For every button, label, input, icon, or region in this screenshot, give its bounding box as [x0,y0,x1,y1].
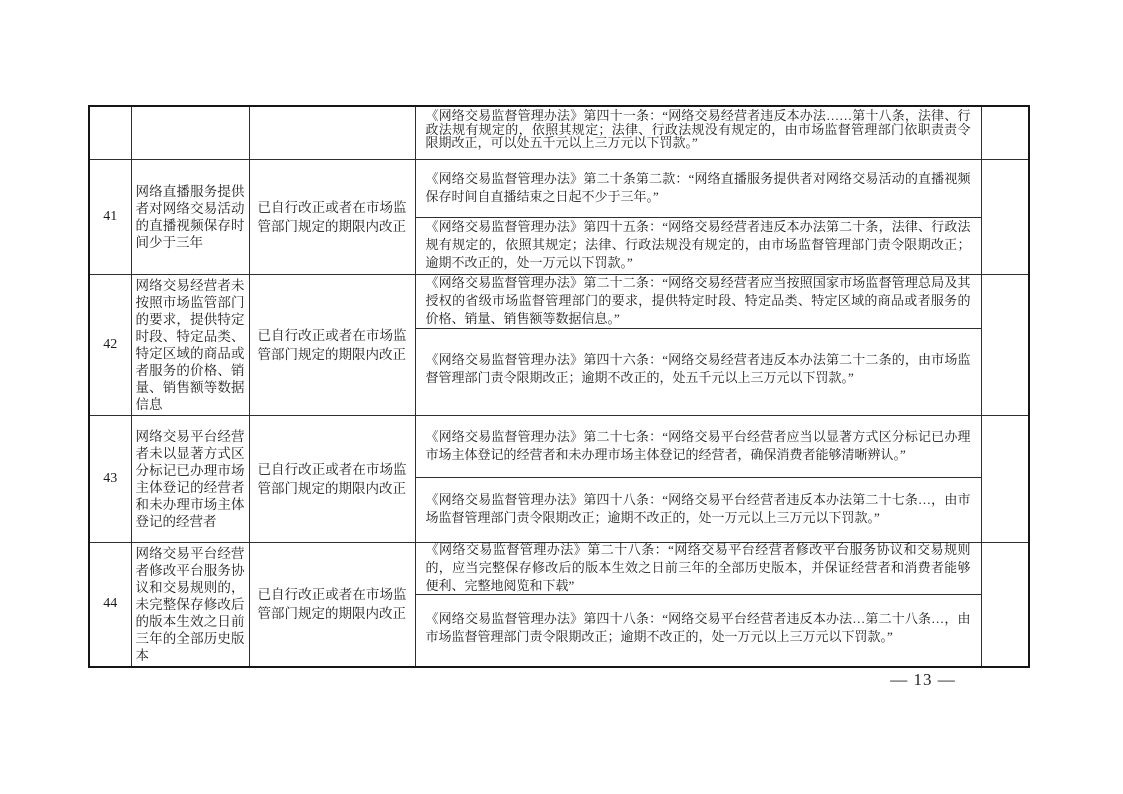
table-row-43 [89,415,1029,542]
table-row-continuation [89,106,1029,159]
legal-basis-cell [415,415,981,542]
legal-citation: 《网络交易监督管理办法》第二十八条：“网络交易平台经营者修改平台服务协议和交易规则的，应当完整保存修改后的版本生效之日前三年的全部历史版本，并保证经营者和消费者能够便利、完整地阅览和下载” [425,542,971,593]
row-number-cell: 42 [89,274,131,415]
condition-cell [249,106,415,159]
remark-cell [981,415,1029,542]
table-row-44 [89,542,1029,667]
violation-cell: 网络交易平台经营者修改平台服务协议和交易规则的，未完整保存修改后的版本生效之日前三年的全部历史版本 [131,542,249,667]
remark-cell [981,274,1029,415]
violation-table [88,105,1030,668]
remark-cell [981,106,1029,159]
violation-cell: 网络直播服务提供者对网络交易活动的直播视频保存时间少于三年 [131,159,249,274]
legal-citation: 《网络交易监督管理办法》第二十条第二款：“网络直播服务提供者对网络交易活动的直播视频保存时间自直播结束之日起不少于三年。” [425,171,971,204]
legal-citation: 《网络交易监督管理办法》第二十七条：“网络交易平台经营者应当以显著方式区分标记已办理市场主体登记的经营者和未办理市场主体登记的经营者，确保消费者能够清晰辨认。” [425,429,971,462]
row-number-cell: 44 [89,542,131,667]
legal-citation: 《网络交易监督管理办法》第四十六条：“网络交易经营者违反本办法第二十二条的，由市场监督管理部门责令限期改正；逾期不改正的，处五千元以上三万元以下罚款。” [416,328,981,410]
table-row-42 [89,274,1029,415]
legal-citation: 《网络交易监督管理办法》第四十八条：“网络交易平台经营者违反本办法第二十七条…，由市场监督管理部门责令限期改正；逾期不改正的，处一万元以上三万元以下罚款。” [416,477,981,541]
condition-cell: 已自行改正或者在市场监管部门规定的期限内改正 [249,274,415,415]
legal-citation: 《网络交易监督管理办法》第四十一条：“网络交易经营者违反本办法……第十八条，法律、行政法规有规定的，依照其规定；法律、行政法规没有规定的，由市场监督管理部门依职责责令限期改正，可以处五千元以上三万元以下罚款。” [425,108,971,150]
table-row-41 [89,159,1029,274]
violation-cell: 网络交易平台经营者未以显著方式区分标记已办理市场主体登记的经营者和未办理市场主体登记的经营者 [131,415,249,542]
legal-basis-cell [415,159,981,274]
legal-basis-cell [415,274,981,415]
legal-citation: 《网络交易监督管理办法》第四十五条：“网络交易经营者违反本办法第二十条，法律、行政法规有规定的，依照其规定；法律、行政法规没有规定的，由市场监督管理部门责令限期改正；逾期不改正的，处一万元以下罚款。” [416,217,981,273]
remark-cell [981,159,1029,274]
condition-cell: 已自行改正或者在市场监管部门规定的期限内改正 [249,542,415,667]
legal-citation: 《网络交易监督管理办法》第四十八条：“网络交易平台经营者违反本办法…第二十八条…，由市场监督管理部门责令限期改正；逾期不改正的，处一万元以上三万元以下罚款。” [416,594,981,661]
legal-citation: 《网络交易监督管理办法》第二十二条：“网络交易经营者应当按照国家市场监督管理总局及其授权的省级市场监督管理部门的要求，提供特定时段、特定品类、特定区域的商品或者服务的价格、销量、销售额等数据信息。” [425,275,971,326]
condition-cell: 已自行改正或者在市场监管部门规定的期限内改正 [249,159,415,274]
violation-cell [131,106,249,159]
page-number: — 13 — [890,670,956,689]
violation-cell: 网络交易经营者未按照市场监管部门的要求，提供特定时段、特定品类、特定区域的商品或者服务的价格、销量、销售额等数据信息 [131,274,249,415]
row-number-cell: 41 [89,159,131,274]
row-number-cell: 43 [89,415,131,542]
condition-cell: 已自行改正或者在市场监管部门规定的期限内改正 [249,415,415,542]
remark-cell [981,542,1029,667]
row-number-cell [89,106,131,159]
legal-basis-cell [415,542,981,667]
legal-basis-cell [415,106,981,159]
